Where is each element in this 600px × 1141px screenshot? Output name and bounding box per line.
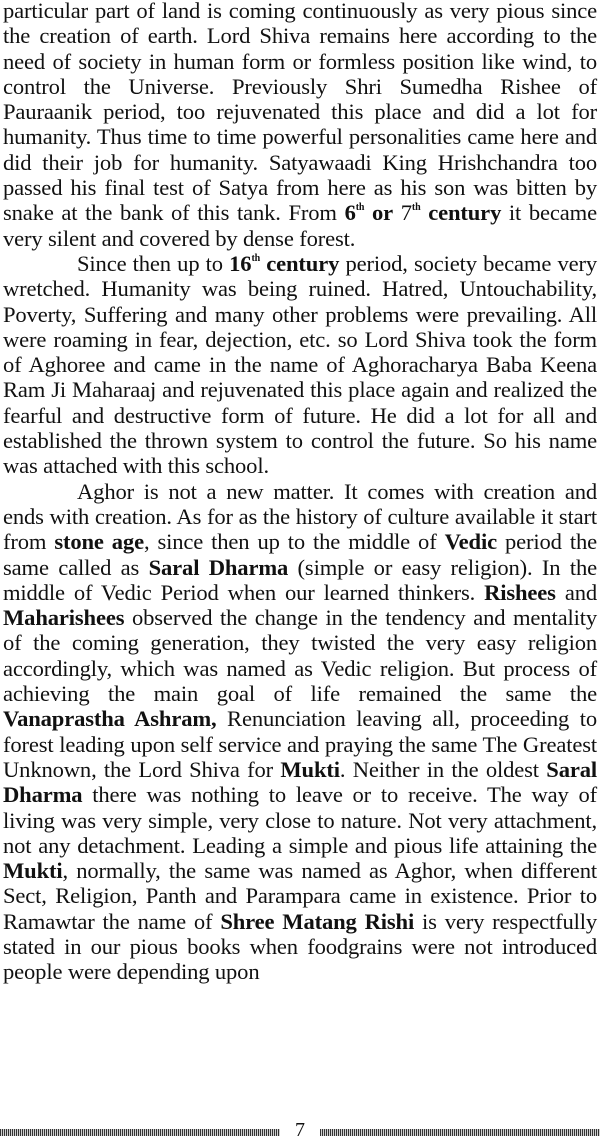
paragraph-1: particular part of land is coming continuously as very pious since the creation of earth. Lord Shiva remains here according to the need of society in human form or formless position like wind, to control the Universe. Previously Shri Sumedha Rishee of Pauraanik period, too rejuvenated this place and did a lot for humanity. Thus time to time powerful personalities came here and did their job for humanity. Satyawaadi King Hrishchandra too passed his final test of Satya from here as his son was bitten by snake at the bank of this tank. From 6th or 7th century it became very silent and covered by dense forest. — [3, 0, 597, 251]
paragraph-2: Since then up to 16th century period, society became very wretched. Humanity was being ruined. Hatred, Untouchability, Poverty, Suffering and many other problems were prevailing. All were roaming in fear, dejection, etc. so Lord Shiva took the form of Aghoree and came in the name of Aghoracharya Baba Keena Ram Ji Maharaaj and rejuvenated this place again and realized the fearful and destructive form of future. He did a lot for all and established the thrown system to control the future. So his name was attached with this school. — [3, 250, 597, 479]
page-body — [3, 0, 597, 985]
page-footer — [0, 1120, 600, 1140]
bold-6th: 6 — [344, 200, 356, 226]
bold-century: century — [260, 250, 340, 276]
superscript-th: th — [355, 202, 365, 214]
bold-or: or — [364, 200, 394, 226]
superscript-th: th — [251, 252, 261, 264]
bold-16th: 16 — [229, 250, 252, 276]
superscript-th: th — [411, 202, 421, 214]
page-number: 7 — [295, 1119, 305, 1141]
bold-century: century — [420, 200, 502, 226]
footer-rule-left — [0, 1129, 280, 1136]
paragraph-3: Aghor is not a new matter. It comes with creation and ends with creation. As for as the history of culture available it start from stone age, since then up to the middle of Vedic period the same called as Saral Dharma (simple or easy religion). In the middle of Vedic Period when our learned thinkers. Rishees and Maharishees observed the change in the tendency and mentality of the coming generation, they twisted the very easy religion accordingly, which was named as Vedic religion. But process of achieving the main goal of life remained the same the Vanaprastha Ashram, Renunciation leaving all, proceeding to forest leading upon self service and praying the same The Greatest Unknown, the Lord Shiva for Mukti. Neither in the oldest Saral Dharma there was nothing to leave or to receive. The way of living was very simple, very close to nature. Not very attachment, not any detachment. Leading a simple and pious life attaining the Mukti, normally, the same was named as Aghor, when different Sect, Religion, Panth and Parampara came in existence. Prior to Ramawtar the name of Shree Matang Rishi is very respectfully stated in our pious books when foodgrains were not introduced people were depending upon — [3, 478, 597, 985]
footer-rule-right — [320, 1129, 600, 1136]
